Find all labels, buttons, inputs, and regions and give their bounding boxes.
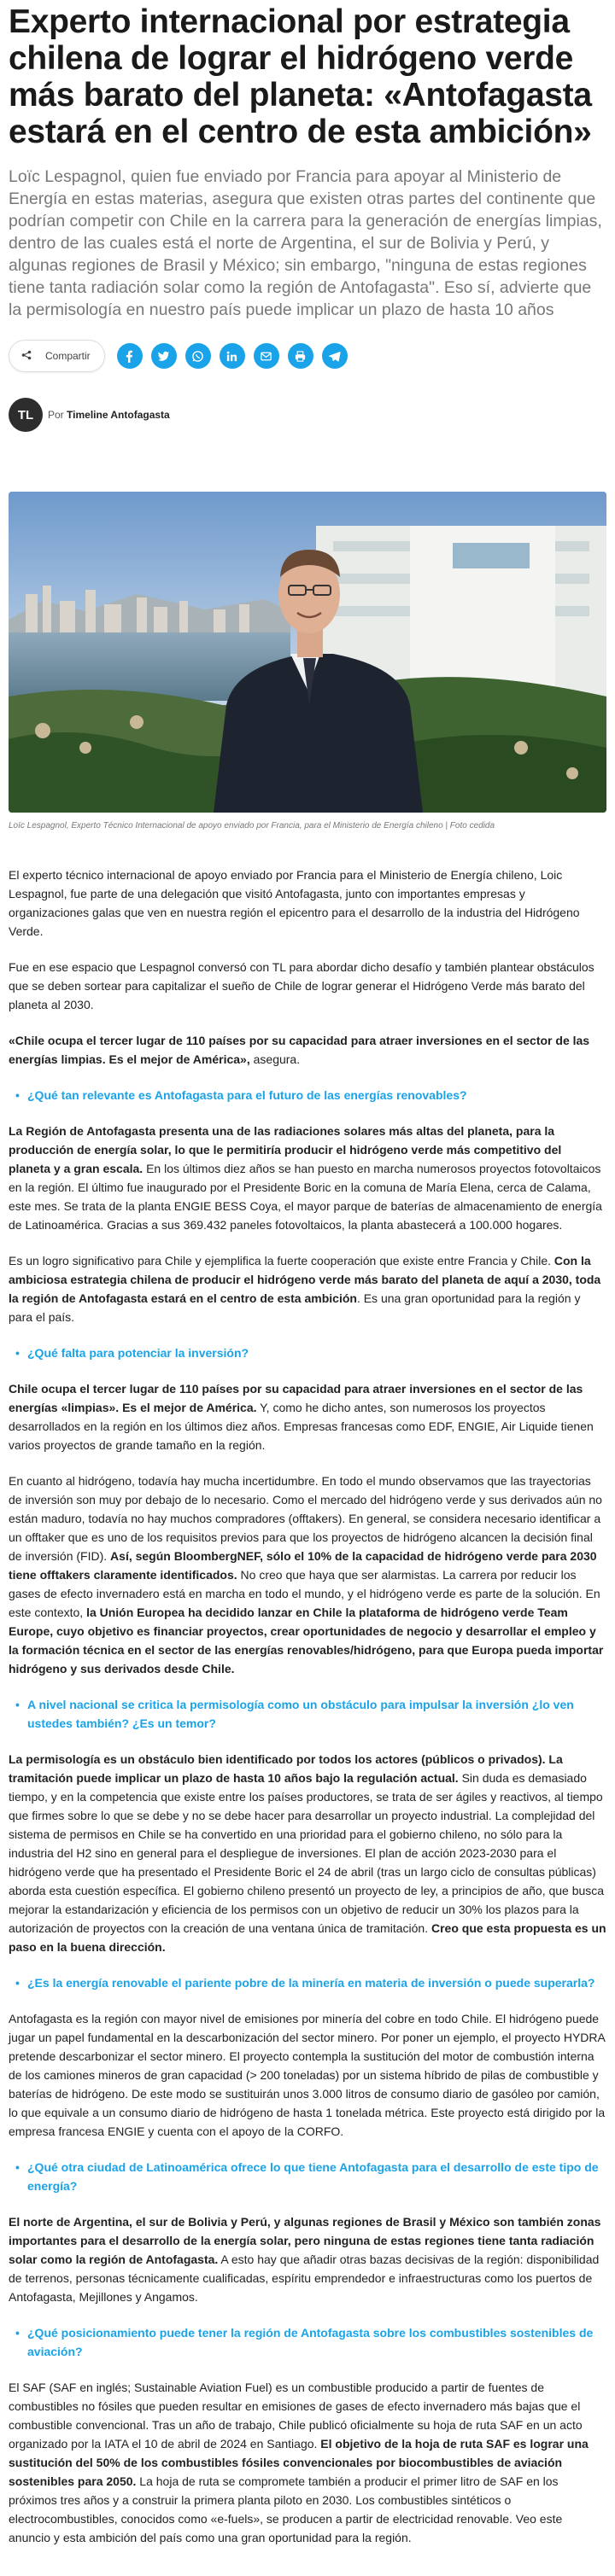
twitter-icon[interactable] xyxy=(151,343,177,369)
paragraph-bold: Creo que esta propuesta es un paso en la buena dirección. xyxy=(9,1921,606,1954)
paragraph xyxy=(9,1472,606,1678)
paragraph-bold: la Unión Europea ha decidido lanzar en Chile la plataforma de hidrógeno verde Team Europe, cuyo objetivo es financiar proyectos, crear oportunidades de negocio y desarrollar el empleo y la formación técnica en el sector de las energías renovables/hidrógeno, para que Europa pueda importar hidrógeno y sus derivados desde Chile. xyxy=(9,1606,604,1676)
paragraph-text: A esto hay que añadir otras bazas decisivas de la región: disponibilidad de terrenos, personas técnicamente cualificadas, espíritu emprendedor e infraestructuras como los puertos de Antofagasta, Mejillones y Angamos. xyxy=(9,2253,600,2304)
bullet-icon: • xyxy=(15,1346,20,1360)
paragraph-bold: Así, según BloombergNEF, sólo el 10% de la capacidad de hidrógeno verde para 2030 tiene offtakers claramente identificados. xyxy=(9,1549,597,1582)
paragraph-text: Sin duda es demasiado tiempo, y en la competencia que existe entre los países productores, se trata de ser ágiles y reactivos, al tiempo que firmes sobre lo que se debe y no se debe hacer para desarrollar un proyecto industrial. La complejidad del sistema de permisos en Chile se ha convertido en una prioridad para el gobierno chileno, no sólo para la industria del H2 sino en general para el despliegue de inversiones. El plan de acción 2023-2030 para el hidrógeno verde que ha presentado el Presidente Boric el 24 de abril (tras un largo ciclo de consultas públicas) aborda esta cuestión específica. El gobierno chileno presentó un proyecto de ley, a principios de año, que busca mejorar la estandarización y eficiencia de los permisos con un objetivo de reducir un 30% los plazos para la autorización de proyectos con la creación de una ventana única de tramitación. xyxy=(9,1771,605,1935)
paragraph xyxy=(9,958,606,1014)
paragraph-bold: La permisología es un obstáculo bien identificado por todos los actores (públicos o privados). La tramitación puede implicar un plazo de hasta 10 años bajo la regulación actual. xyxy=(9,1752,563,1785)
email-icon[interactable] xyxy=(254,343,279,369)
paragraph-bold: «Chile ocupa el tercer lugar de 110 países por su capacidad para atraer inversiones en el sector de las energías limpias. Es el mejor de América», xyxy=(9,1034,590,1066)
whatsapp-icon[interactable] xyxy=(185,343,211,369)
question-text: ¿Qué falta para potenciar la inversión? xyxy=(27,1346,249,1360)
paragraph-text: . Es una gran oportunidad para la región y para el país. xyxy=(9,1291,581,1324)
paragraph-text: En cuanto al hidrógeno, todavía hay mucha incertidumbre. En todo el mundo observamos que las trayectorias de inversión son muy por debajo de lo necesario. Como el mercado del hidrógeno verde y sus derivados aún no están maduro, todavía no hay muchos compradores (offtakers). En general, se considera necesario identificar a un offtaker que es uno de los requisitos previos para que los proyectos de hidrógeno alcancen la decisión final de inversión (FID). xyxy=(9,1474,602,1563)
paragraph-text: Antofagasta es la región con mayor nivel de emisiones por minería del cobre en todo Chile. El hidrógeno puede jugar un papel fundamental en la descarbonización del sector minero. Por poner un ejemplo, el proyecto HYDRA pretende descarbonizar el sector minero. El proyecto contempla la sustitución del motor de combustión interna de los camiones mineros de gran capacidad (> 200 toneladas) por un sistema híbrido de pilas de combustible y baterías de hidrógeno. De este modo se sustituirán unos 3.000 litros de consumo diario de gasóleo por camión, lo que equivale a un consumo diario de hidrógeno de hasta 1 tonelada métrica. Este proyecto está dirigido por la empresa francesa ENGIE y cuenta con el apoyo de la CORFO. xyxy=(9,2012,606,2138)
paragraph xyxy=(9,865,606,941)
linkedin-icon[interactable] xyxy=(220,343,245,369)
paragraph-bold: Chile ocupa el tercer lugar de 110 países por su capacidad para atraer inversiones en el sector de las energías «limpias». Es el mejor de América. xyxy=(9,1382,583,1414)
paragraph xyxy=(9,2212,606,2306)
paragraph-text: Fue en ese espacio que Lespagnol conversó con TL para abordar dicho desafío y también plantear obstáculos que se deben sortear para capitalizar el sueño de Chile de lograr generar el Hidrógeno Verde más barato del planeta al 2030. xyxy=(9,960,594,1011)
question-text: ¿Qué posicionamiento puede tener la región de Antofagasta sobre los combustibles sostenibles de aviación? xyxy=(27,2326,594,2358)
paragraph-bold: El objetivo de la hoja de ruta SAF es lograr una sustitución del 50% de los combustibles fósiles convencionales por biocombustibles de aviación sostenibles para 2050. xyxy=(9,2437,589,2488)
question-text: ¿Qué otra ciudad de Latinoamérica ofrece lo que tiene Antofagasta para el desarrollo de este tipo de energía? xyxy=(27,2160,599,2193)
share-label: Compartir xyxy=(45,350,91,362)
facebook-icon[interactable] xyxy=(117,343,143,369)
paragraph xyxy=(9,2009,606,2141)
paragraph-text: Y, como he dicho antes, son numerosos los proyectos desarrollados en la región en los últimos diez años. Empresas francesas como EDF, ENGIE, Air Liquide tienen varios proyectos de grande tamaño en la región. xyxy=(9,1401,594,1452)
interview-question xyxy=(9,1086,606,1104)
bullet-icon: • xyxy=(15,1088,20,1102)
interview-question xyxy=(9,1973,606,1992)
paragraph-bold: El norte de Argentina, el sur de Bolivia y Perú, y algunas regiones de Brasil y México son también zonas importantes para el desarrollo de la energía solar, pero ninguna de estas regiones tiene tanta radiación solar como la región de Antofagasta. xyxy=(9,2215,601,2266)
article-photo xyxy=(9,492,606,813)
paragraph-text: No creo que haya que ser alarmistas. La carrera por reducir los gases de efecto invernadero está en marcha en todo el mundo, y el hidrógeno verde es parte de la solución. En este contexto, xyxy=(9,1568,600,1619)
paragraph-text: El SAF (SAF en inglés; Sustainable Aviation Fuel) es un combustible producido a partir de fuentes de combustibles no fósiles que pueden resultar en emisiones de gases de efecto invernadero más bajas que el combustible convencional. Tras un año de trabajo, Chile publicó oficialmente su hoja de ruta SAF en un acto organizado por la IATA el 10 de abril de 2024 en Santiago. xyxy=(9,2381,583,2451)
paragraph-bold: La Región de Antofagasta presenta una de las radiaciones solares más altas del planeta, para la producción de energía solar, lo que le permitiría producir el hidrógeno verde más competitivo del planeta y a gran escala. xyxy=(9,1124,562,1175)
bullet-icon: • xyxy=(15,2160,20,2174)
paragraph xyxy=(9,1379,606,1454)
paragraph-text: El experto técnico internacional de apoyo enviado por Francia para el Ministerio de Energía chileno, Loic Lespagnol, fue parte de una delegación que visitó Antofagasta, junto con importantes empresas y organizaciones galas que ven en nuestra región el epicentro para el desarrollo de la industria del Hidrógeno Verde. xyxy=(9,868,580,938)
avatar[interactable]: TL xyxy=(9,398,43,432)
paragraph-text: La hoja de ruta se compromete también a producir el primer litro de SAF en los próximos tres años y a construir la primera planta piloto en 2030. Los combustibles sintéticos o electrocombustibles, conocidos como «e-fuels», se producen a partir de electricidad renovable. Veo este anuncio y esta ambición del país como una gran oportunidad para la región. xyxy=(9,2474,563,2544)
photo-caption: Loïc Lespagnol, Experto Técnico Internacional de apoyo enviado por Francia, para el Ministerio de Energía chileno | Foto cedida xyxy=(9,821,495,830)
interview-question xyxy=(9,1343,606,1362)
paragraph-bold: Con la ambiciosa estrategia chilena de producir el hidrógeno verde más barato del planeta de aquí a 2030, toda la región de Antofagasta estará en el centro de esta ambición xyxy=(9,1254,601,1305)
article-lead: Loïc Lespagnol, quien fue enviado por Francia para apoyar al Ministerio de Energía en estas materias, asegura que existen otras partes del continente que podrían competir con Chile en la carrera para la generación de energías limpias, dentro de las cuales está el norte de Argentina, el sur de Bolivia y Perú, y algunas regiones de Brasil y México; sin embargo, "ninguna de estas regiones tiene tanta radiación solar como la región de Antofagasta". Eso sí, advierte que la permisología en nuestro país puede implicar un plazo de hasta 10 años xyxy=(9,167,602,319)
author-byline xyxy=(9,398,606,432)
paragraph xyxy=(9,2378,606,2547)
print-icon[interactable] xyxy=(288,343,313,369)
share-button[interactable] xyxy=(9,340,105,372)
paragraph-text: Es un logro significativo para Chile y ejemplifica la fuerte cooperación que existe entre Francia y Chile. xyxy=(9,1254,554,1268)
paragraph-text: En los últimos diez años se han puesto en marcha numerosos proyectos fotovoltaicos en la región. El último fue inaugurado por el Presidente Boric en la comuna de María Elena, cerca de Calama, este mes. Se trata de la planta ENGIE BESS Coya, el mayor parque de baterías de almacenamiento de energía de Latinoamérica. Gracias a sus 369.432 paneles fotovoltaicos, la planta abastecerá a 100.000 hogares. xyxy=(9,1162,602,1232)
interview-question xyxy=(9,2323,606,2361)
paragraph xyxy=(9,1251,606,1326)
share-bar xyxy=(9,338,606,374)
author-name[interactable]: Timeline Antofagasta xyxy=(67,409,170,421)
telegram-icon[interactable] xyxy=(322,343,348,369)
author-prefix: Por xyxy=(48,409,64,421)
bullet-icon: • xyxy=(15,1976,20,1990)
paragraph xyxy=(9,1031,606,1069)
photo-illustration xyxy=(9,492,606,813)
question-text: A nivel nacional se critica la permisología como un obstáculo para impulsar la inversión ¿lo ven ustedes también? ¿Es un temor? xyxy=(27,1698,574,1730)
paragraph-text: asegura. xyxy=(249,1052,301,1066)
article-body xyxy=(9,865,606,2547)
bullet-icon: • xyxy=(15,1698,20,1711)
question-text: ¿Qué tan relevante es Antofagasta para el futuro de las energías renovables? xyxy=(27,1088,467,1102)
paragraph xyxy=(9,1750,606,1956)
author-credit xyxy=(48,409,170,421)
bullet-icon: • xyxy=(15,2326,20,2340)
interview-question xyxy=(9,2158,606,2195)
interview-question xyxy=(9,1695,606,1733)
question-text: ¿Es la energía renovable el pariente pobre de la minería en materia de inversión o puede superarla? xyxy=(27,1976,595,1990)
paragraph xyxy=(9,1122,606,1234)
article-headline: Experto internacional por estrategia chilena de lograr el hidrógeno verde más barato del planeta: «Antofagasta estará en el centro de esta ambición» xyxy=(9,3,592,150)
share-icon xyxy=(21,349,32,363)
